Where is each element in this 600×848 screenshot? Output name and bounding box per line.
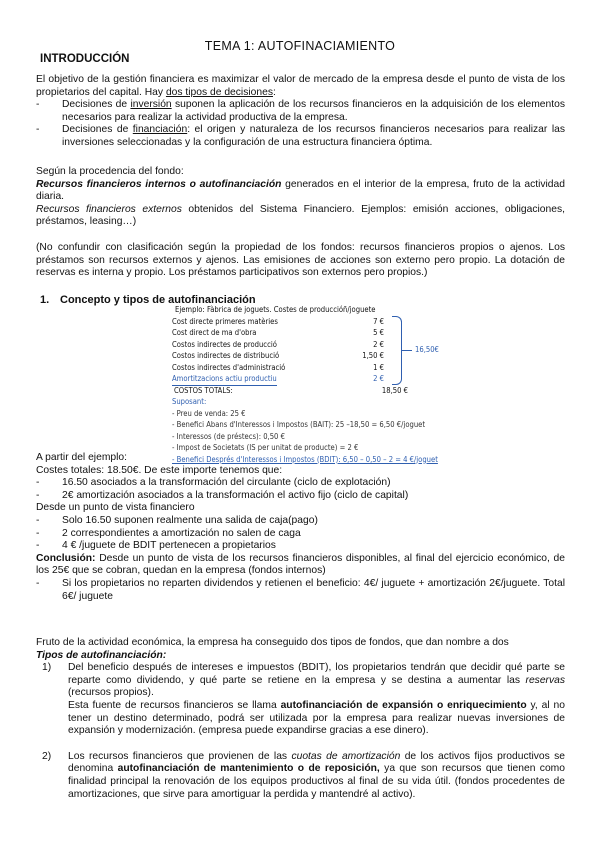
analysis-bullet: - 2 correspondientes a amortización no salen de caga bbox=[36, 528, 565, 541]
analysis-line: Costes totales: 18.50€. De este importe tenemos que: bbox=[36, 464, 283, 476]
table-row: Costos indirectes de distribució 1,50 € bbox=[172, 351, 384, 360]
analysis-bullet: - 2€ amortización asociados a la transformación el activo fijo (ciclo de capital) bbox=[36, 490, 565, 503]
page-title: TEMA 1: AUTOFINACIAMIENTO bbox=[204, 39, 396, 53]
analysis-bullet: - 4 € /juguete de BDIT pertenecen a propietarios bbox=[36, 540, 565, 553]
suposant-label: Suposant: bbox=[172, 397, 207, 406]
decision-inversion: - Decisiones de inversión suponen la aplicación de los recursos financieros en la adquisición de los elementos necesarios para realizar la actividad productiva de la empresa. bbox=[36, 99, 565, 124]
intro-paragraph: El objetivo de la gestión financiera es maximizar el valor de mercado de la empresa desde el punto de vista de los propietarios del capital. Hay dos tipos de decisiones: bbox=[36, 74, 565, 98]
conclusion: Conclusión: Desde un punto de vista de los recursos financieros disponibles, al final del ejercicio económico, de los 25€ que se cobran, quedan en la empresa (fondos internos) bbox=[36, 552, 565, 577]
clasificacion-note: (No confundir con clasificación según la propiedad de los fondos: recursos financieros propios o ajenos. Los préstamos son recursos externos y ajenos. Las emisiones de acciones son externo pero propio. La dotación de reservas es interna y propio. Los préstamos participativos son externos pero propios.) bbox=[36, 241, 565, 279]
tipos-heading: Tipos de autofinanciación: bbox=[36, 649, 167, 661]
tipos-block bbox=[36, 637, 565, 801]
table-row: Costos indirectes de producció 2 € bbox=[172, 339, 384, 349]
procedencia-block bbox=[36, 166, 565, 280]
analysis-bullet: - 16.50 asociados a la transformación del circulante (ciclo de explotación) bbox=[36, 477, 565, 490]
suposant-item: - Benefici Abans d'Interessos i Impostos (BAIT): 25 –18,50 = 6,50 €/joguet bbox=[172, 420, 426, 429]
table-row: Cost directe primeres matèries 7 € bbox=[172, 316, 384, 326]
table-total-row: COSTOS TOTALS: 18,50 € bbox=[174, 385, 408, 395]
analysis-bullet: - Solo 16.50 suponen realmente una salida de caja(pago) bbox=[36, 515, 565, 528]
bracket-subtotal: 16,50€ bbox=[415, 345, 439, 354]
analysis-block bbox=[36, 452, 565, 603]
recursos-internos: Recursos financieros internos o autofinanciación generados en el interior de la empresa, fruto de la actividad diaria. bbox=[36, 178, 565, 203]
tipo-mantenimiento: 2) Los recursos financieros que provienen de las cuotas de amortización de los activos fijos productivos se denomina autofinanciación de mantenimiento o de reposición, ya que son recursos que tienen como finalidad principal la renovación de los equipos productivos al final de su vida útil. (fondos procedentes de amortizaciones, que sirve para amortiguar la perdida y mantendré al activo). bbox=[42, 750, 565, 800]
intro-heading: INTRODUCCIÓN bbox=[40, 53, 130, 65]
analysis-bullet: - Si los propietarios no reparten dividendos y retienen el beneficio: 4€/ juguete + amortización 2€/juguete. Total 6€/ juguete bbox=[36, 578, 565, 603]
table-row: Costos indirectes d'administració 1 € bbox=[172, 362, 384, 372]
table-row: Cost direct de ma d'obra 5 € bbox=[172, 328, 384, 337]
table-row-amortizacion: Amortitzacions actiu productiu 2 € bbox=[172, 373, 492, 385]
intro-block bbox=[36, 74, 565, 150]
suposant-item: - Interessos (de préstecs): 0,50 € bbox=[172, 431, 285, 441]
recursos-externos: Recursos financieros externos obtenidos del Sistema Financiero. Ejemplos: emisión acciones, obligaciones, préstamos, leasing…) bbox=[36, 203, 565, 228]
section-1-heading: 1. Concepto y tipos de autofinanciación bbox=[40, 294, 256, 306]
suposant-item: - Preu de venda: 25 € bbox=[172, 408, 246, 418]
decision-financiacion: - Decisiones de financiación: el origen y naturaleza de los recursos financieros necesarios para realizar las inversiones seleccionadas y la configuración de una estructura financiera óptima. bbox=[36, 124, 565, 149]
procedencia-line: Según la procedencia del fondo: bbox=[36, 166, 184, 177]
example-cost-table bbox=[172, 304, 492, 465]
bracket-connector bbox=[402, 350, 412, 351]
tipo-expansion: 1) Del beneficio después de intereses e impuestos (BDIT), los propietarios tendrán que decidir qué parte se reparte como dividendo, y qué parte se retiene en la empresa y se destina a aumentar las reservas (recursos propios). Esta fuente de recursos financieros se llama autofinanciación de expansión o enriquecimiento y, al no tener un destino determinado, podrá ser utilizada por la empresa para realizar nuevas inversiones de expansión y modernización. (empresa puede expandirse gracias a ese dinero). bbox=[42, 662, 565, 737]
bracket-icon bbox=[392, 316, 402, 385]
analysis-line: A partir del ejemplo: bbox=[36, 452, 128, 463]
table-head: Ejemplo: Fàbrica de joguets. Costes de produccióñ/joguete bbox=[175, 305, 376, 314]
suposant-item: - Impost de Societats (IS per unitat de producte) = 2 € bbox=[172, 443, 359, 452]
analysis-line: Desde un punto de vista financiero bbox=[36, 502, 195, 514]
suposant-item-bdit: - Benefici Després d'Interessos i Impostos (BDIT): 6,50 – 0,50 – 2 = 4 €/joguet bbox=[172, 454, 438, 464]
fruto-paragraph: Fruto de la actividad económica, la empresa ha conseguido dos tipos de fondos, que dan nombre a dos bbox=[36, 637, 509, 648]
